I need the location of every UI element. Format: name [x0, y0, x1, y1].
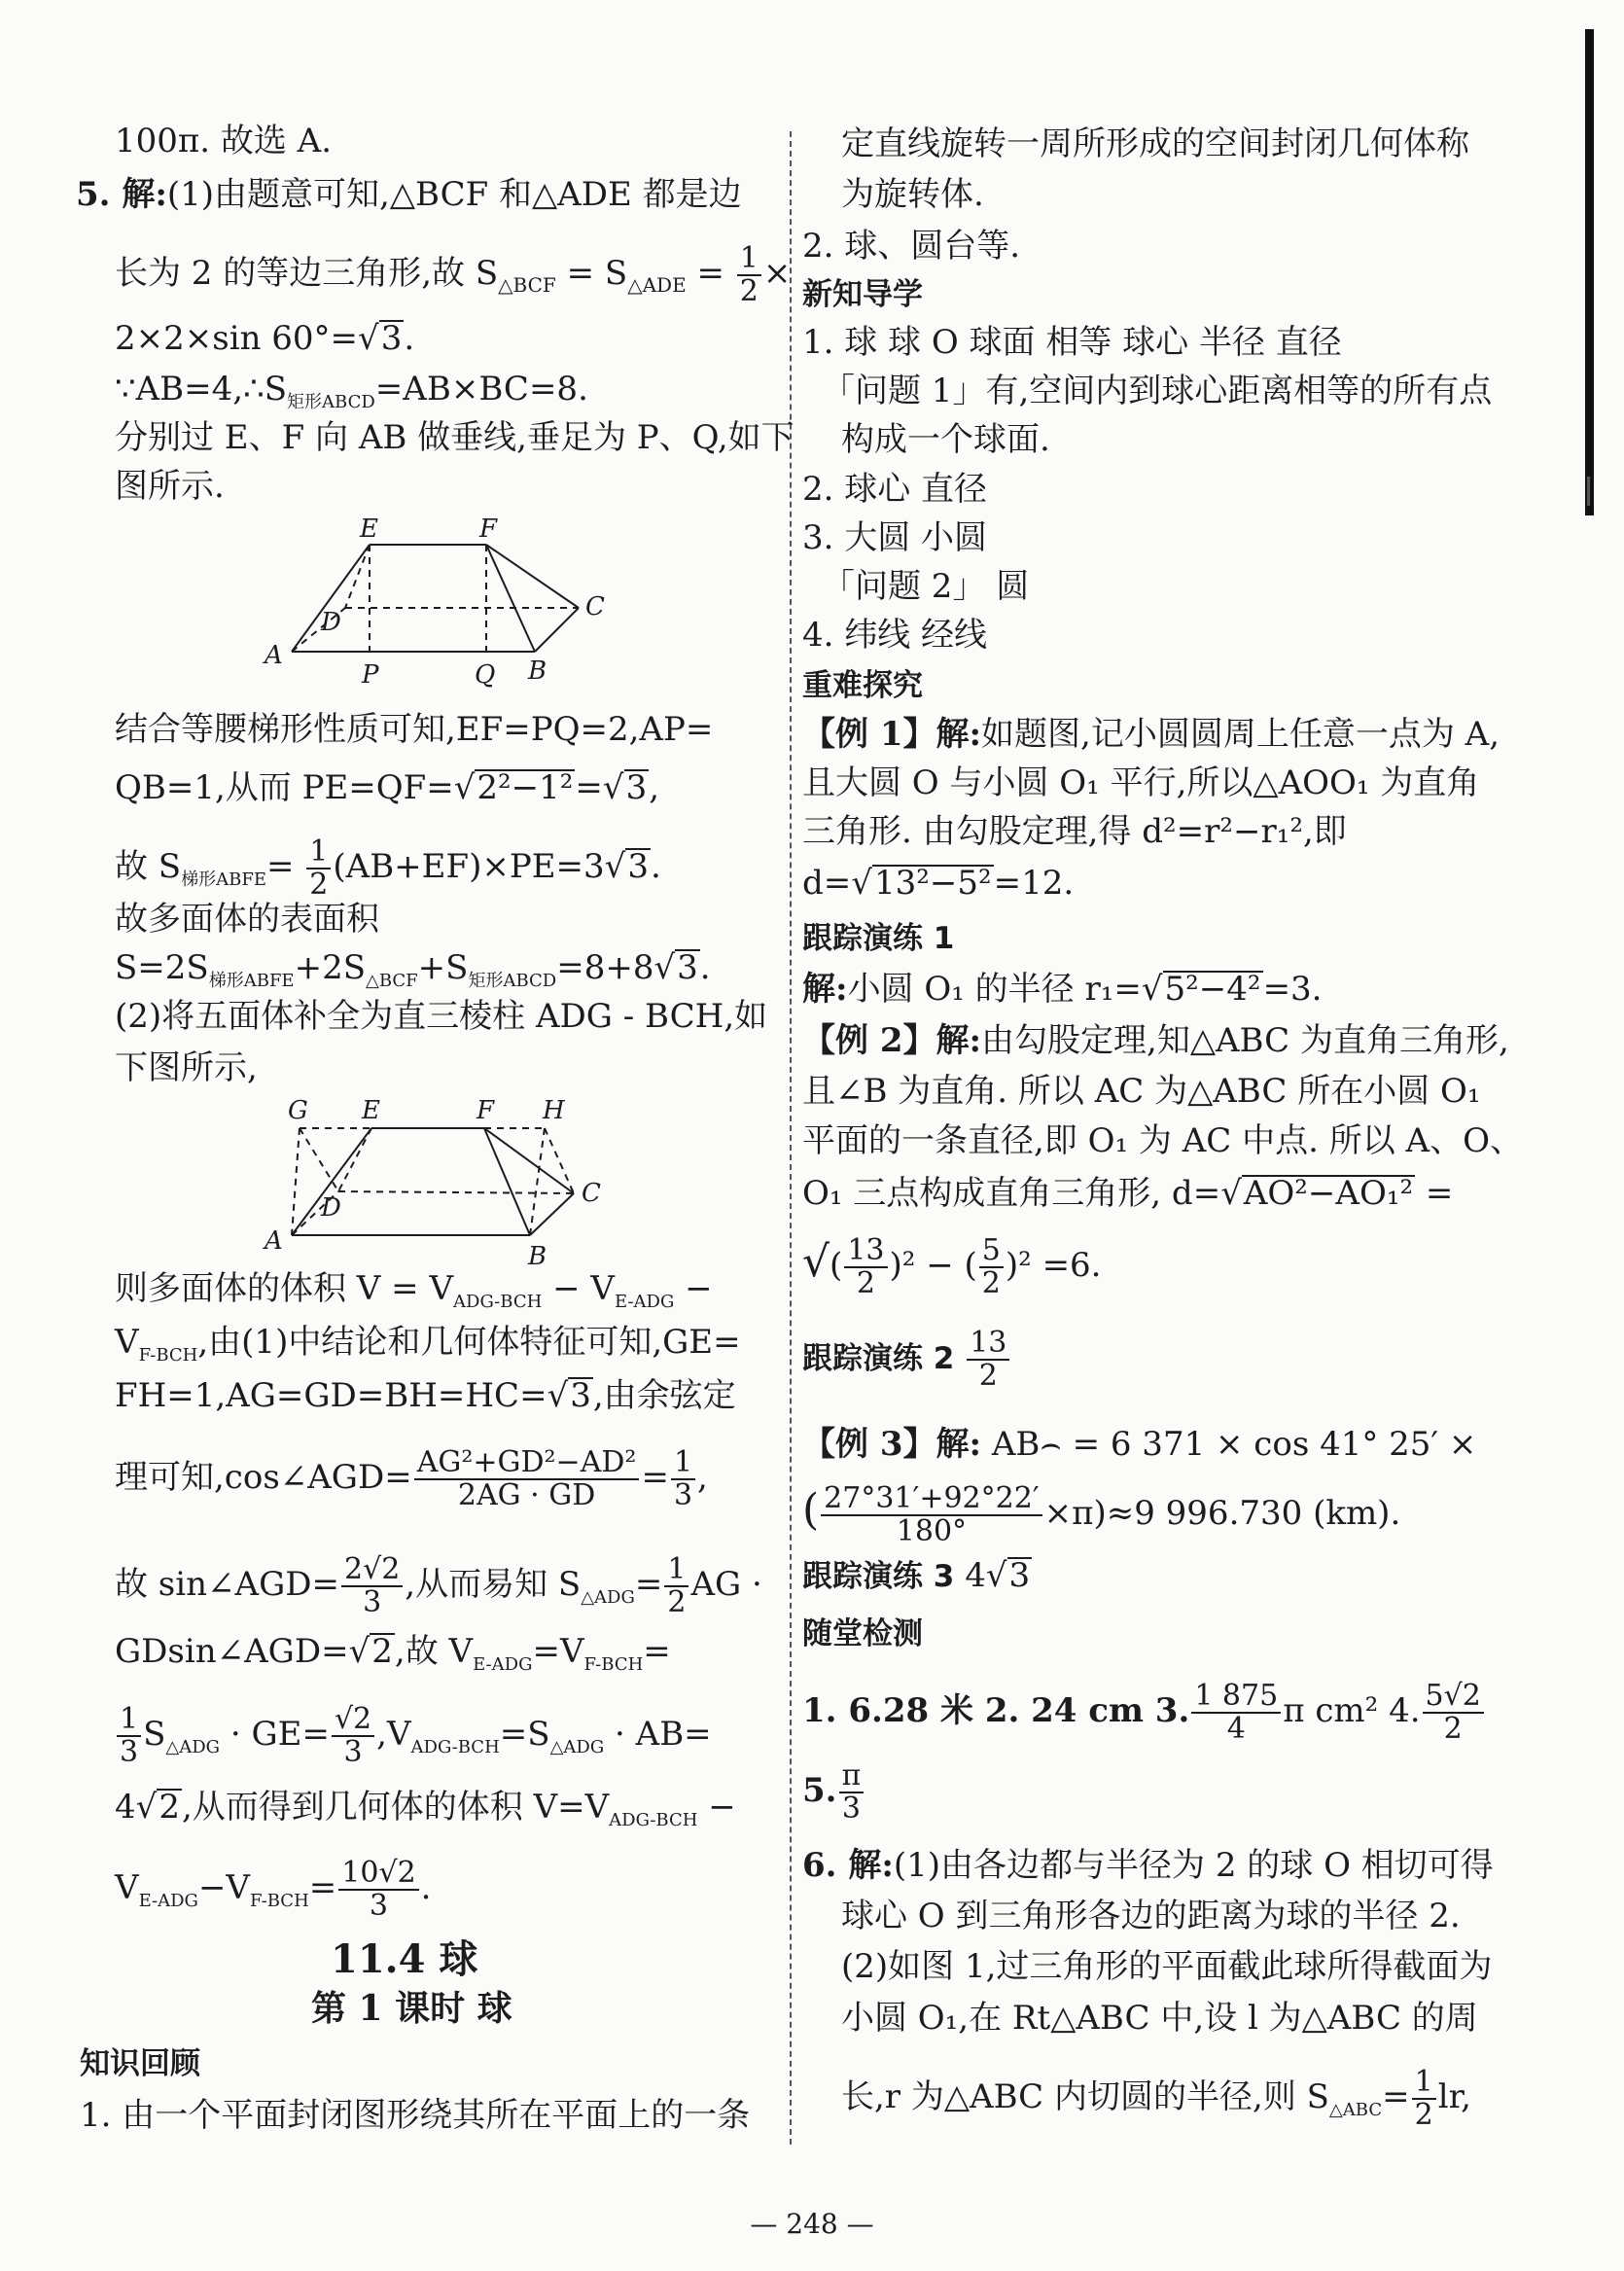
text: =: [641, 1458, 669, 1497]
text-line: 结合等腰梯形性质可知,EF=PQ=2,AP=: [115, 710, 714, 749]
text: S: [143, 1715, 166, 1754]
quiz-answer-5: [802, 1760, 865, 1825]
text: −: [674, 1269, 713, 1308]
text: +2S: [294, 948, 366, 987]
subscript: ADG-BCH: [609, 1809, 698, 1830]
figure-pentahedron: [253, 515, 622, 691]
subscript: E-ADG: [138, 1890, 198, 1911]
fraction: [414, 1447, 640, 1511]
text-line: 「问题 2」 圆: [822, 567, 1030, 606]
problem-number: 5. 解:: [76, 175, 167, 214]
text: − V: [542, 1269, 615, 1308]
text: =S: [499, 1715, 550, 1754]
numerator: 2√2: [341, 1554, 403, 1587]
text-line: 小圆 O₁,在 Rt△ABC 中,设 l 为△ABC 的周: [841, 1999, 1478, 2038]
text: 5.: [802, 1771, 837, 1810]
subscript: △ADG: [581, 1586, 635, 1608]
text: 故 sin∠AGD=: [115, 1565, 339, 1604]
text: .: [420, 1868, 432, 1907]
text-line: [115, 1554, 762, 1618]
text: =3.: [1262, 970, 1323, 1009]
text: =: [643, 1632, 671, 1671]
text: =V: [532, 1632, 584, 1671]
denominator: 3: [369, 1889, 389, 1923]
text-line: 2×2×sin 60°=√3.: [115, 319, 415, 358]
denominator: 2: [309, 868, 329, 902]
text-line: 下图所示,: [115, 1048, 258, 1087]
label-C: C: [585, 592, 605, 621]
text-line: O₁ 三点构成直角三角形, d=√AO²−AO₁² =: [802, 1174, 1454, 1213]
text: QB=1,从而 PE=QF=: [115, 768, 454, 807]
text: lr,: [1437, 2077, 1471, 2116]
fraction: [1412, 2067, 1436, 2131]
label: 6. 解:: [802, 1846, 894, 1885]
text: =: [1382, 2077, 1410, 2116]
text-line: 且∠B 为直角. 所以 AC 为△ABC 所在小圆 O₁: [802, 1072, 1481, 1111]
fraction: [844, 1235, 887, 1299]
text-line: 故多面体的表面积: [115, 900, 379, 939]
fraction: [341, 1554, 403, 1618]
quiz-answer-6: [802, 1846, 1494, 1885]
radicand: AO²−AO₁²: [1243, 1174, 1414, 1213]
text: ² =6.: [1018, 1246, 1102, 1285]
heading-practice-3: 跟踪演练 3: [802, 1559, 955, 1594]
text: =AB×BC=8.: [374, 370, 588, 408]
example-label: 【例 1】解:: [802, 715, 982, 754]
numerator: 13: [844, 1235, 887, 1268]
fraction: [1423, 1681, 1484, 1745]
subscript: F-BCH: [249, 1890, 309, 1911]
label-P: P: [362, 660, 379, 690]
denominator: 2: [978, 1359, 998, 1393]
subscript: ADG-BCH: [410, 1736, 500, 1757]
text: =: [1415, 1174, 1454, 1213]
label-E: E: [360, 515, 378, 544]
text-line: [115, 1858, 431, 1922]
subscript: △ADG: [549, 1736, 605, 1757]
subscript: 梯形ABFE: [208, 970, 295, 991]
fraction: [306, 836, 331, 901]
fraction: [839, 1760, 865, 1825]
denominator: 2AG · GD: [457, 1478, 596, 1512]
text: 故 S: [115, 847, 182, 886]
label-F: F: [477, 1096, 495, 1125]
numerator: 1: [1412, 2067, 1436, 2100]
label-C: C: [582, 1179, 601, 1208]
text: =8+8: [556, 948, 654, 987]
subscript: E-ADG: [614, 1291, 675, 1312]
denominator: 3: [120, 1735, 139, 1769]
text: · AB=: [604, 1715, 712, 1754]
text-line: $S=2S_{梯形ABFE}+2S_{\triangle BCF}+S_{矩形ABCD}=8+8√3$.: [115, 948, 711, 991]
text: √: [802, 1237, 830, 1287]
text-line: (2)将五面体补全为直三棱柱 ADG - BCH,如: [115, 997, 768, 1036]
text: =: [575, 768, 603, 807]
label-G: G: [288, 1096, 308, 1125]
text: O₁ 三点构成直角三角形, d=: [802, 1174, 1221, 1213]
text: ×π)≈9 996.730 (km).: [1043, 1494, 1401, 1533]
text: FH=1,AG=GD=BH=HC=: [115, 1376, 547, 1415]
subscript: F-BCH: [138, 1344, 198, 1366]
text: 如题图,记小圆圆周上任意一点为 A,: [981, 715, 1500, 754]
heading-practice-2: 跟踪演练 2: [802, 1341, 955, 1376]
heading-review: 知识回顾: [80, 2046, 200, 2081]
radicand: 3: [625, 768, 648, 807]
radicand: 5²−4²: [1164, 970, 1261, 1009]
practice-1-answer: 解:小圆 O₁ 的半径 r₁=√5²−4²=3.: [802, 970, 1323, 1009]
fraction: [332, 1704, 374, 1768]
denominator: 2: [1414, 2098, 1433, 2132]
label-H: H: [543, 1096, 565, 1125]
text: +S: [417, 948, 469, 987]
radicand: 13²−5²: [873, 864, 992, 903]
fraction: [671, 1447, 695, 1511]
numerator: 1: [117, 1704, 141, 1737]
label-B: B: [528, 1242, 547, 1269]
text: ,: [649, 768, 660, 807]
denominator: 2: [667, 1585, 687, 1619]
label-B: B: [528, 656, 547, 686]
text: =: [265, 847, 295, 886]
lesson-title: 第 1 课时 球: [311, 1988, 512, 2029]
heading-new-knowledge: 新知导学: [802, 277, 923, 312]
subscript: △BCF: [366, 970, 418, 991]
denominator: 2: [856, 1266, 875, 1300]
text: 小圆 O₁ 的半径 r₁=: [847, 970, 1142, 1009]
text: · GE=: [220, 1715, 330, 1754]
subscript: △ADG: [165, 1736, 221, 1757]
subscript: 梯形ABFE: [181, 869, 266, 890]
edge-ED: [345, 545, 370, 608]
radicand: 3: [380, 319, 403, 358]
practice-3: 跟踪演练 3 4√3: [802, 1556, 1031, 1595]
heading-practice-1: 跟踪演练 1: [802, 921, 955, 956]
text: GDsin∠AGD=: [115, 1632, 349, 1671]
denominator: 2: [981, 1266, 1001, 1300]
denominator: 2: [739, 274, 759, 308]
quiz-answers: [802, 1681, 1486, 1745]
numerator: 1: [737, 243, 761, 276]
text-line: [115, 370, 588, 422]
text: S=2S: [115, 948, 209, 987]
fraction: [979, 1235, 1004, 1299]
numerator: 1 875: [1191, 1681, 1281, 1714]
subscript: △BCF: [498, 272, 556, 297]
text: AG ·: [690, 1565, 762, 1604]
label-E: E: [362, 1096, 380, 1125]
fraction: [737, 243, 761, 307]
text-line: [802, 1483, 1400, 1547]
text-line: 4. 纬线 经线: [802, 616, 988, 655]
subscript: △ABC: [1328, 2099, 1383, 2120]
text: ² −: [901, 1246, 965, 1285]
page-number: — 248 —: [750, 2208, 874, 2240]
text-line: 且大圆 O 与小圆 O₁ 平行,所以△AOO₁ 为直角: [802, 763, 1480, 802]
text: π cm² 4.: [1283, 1691, 1421, 1730]
text: 长为 2 的等边三角形,故 S: [115, 254, 499, 293]
text: (AB+EF)×PE=3: [333, 847, 605, 886]
radicand: 2: [371, 1632, 393, 1671]
text-line: 1. 由一个平面封闭图形绕其所在平面上的一条: [80, 2096, 751, 2135]
text-line: 4√2,从而得到几何体的体积 $V=V_{ADG-BCH}$ −: [115, 1788, 736, 1830]
denominator: 3: [343, 1735, 363, 1769]
text: 4: [965, 1556, 986, 1595]
fraction: [1191, 1681, 1281, 1745]
numerator: 1: [306, 836, 331, 869]
label-A: A: [265, 1226, 283, 1256]
text: .: [650, 847, 661, 886]
text: .: [404, 319, 415, 358]
example-label: 【例 3】解:: [802, 1425, 982, 1464]
label-D: D: [321, 608, 341, 637]
text: d=: [802, 864, 852, 903]
text-line: [115, 243, 791, 307]
heading-key-points: 重难探究: [802, 668, 923, 703]
text-line: (2)如图 1,过三角形的平面截此球所得截面为: [841, 1947, 1493, 1986]
text-line: 2. 球心 直径: [802, 470, 988, 509]
text: ,从而易知 S: [405, 1565, 582, 1604]
text: ,由余弦定: [592, 1376, 736, 1415]
text: 长,r 为△ABC 内切圆的半径,则 S: [841, 2077, 1329, 2116]
text: 1. 6.28 米 2. 24 cm 3.: [802, 1691, 1190, 1730]
numerator: 1: [671, 1447, 695, 1480]
heading-quiz: 随堂检测: [802, 1616, 923, 1651]
denominator: 4: [1226, 1712, 1246, 1746]
radicand: 2: [159, 1788, 180, 1827]
radicand: 3: [1008, 1556, 1031, 1595]
text: AB⌢ = 6 371 × cos 41° 25′ ×: [981, 1425, 1477, 1464]
numerator: 13: [967, 1328, 1009, 1361]
fraction: [967, 1328, 1009, 1392]
text: =: [308, 1868, 337, 1907]
radicand: 2²−1²: [477, 768, 574, 807]
text-line: 分别过 E、F 向 AB 做垂线,垂足为 P、Q,如下: [115, 418, 794, 457]
text-line: [115, 1447, 708, 1511]
text-line: [115, 1269, 713, 1322]
radicand: 3: [570, 1376, 591, 1415]
text: −: [697, 1788, 736, 1827]
fraction: [338, 1858, 418, 1922]
label-Q: Q: [475, 660, 496, 690]
text: ,由(1)中结论和几何体特征可知,GE=: [197, 1323, 741, 1362]
example-3: [802, 1425, 1476, 1464]
denominator: 3: [673, 1478, 693, 1512]
text-line: [841, 2067, 1471, 2131]
text: = S: [555, 254, 628, 293]
text: .: [699, 948, 711, 987]
fraction: [117, 1704, 141, 1768]
denominator: 3: [841, 1792, 861, 1826]
denominator: 180°: [896, 1514, 968, 1548]
text-line: 三角形. 由勾股定理,得 d²=r²−r₁²,即: [802, 812, 1347, 851]
label-D: D: [321, 1193, 341, 1223]
label-A: A: [265, 641, 283, 670]
example-2: [802, 1021, 1509, 1060]
practice-2: [802, 1328, 1011, 1392]
radicand: 3: [627, 847, 649, 886]
example-label: 【例 2】解:: [802, 1021, 982, 1060]
numerator: √2: [332, 1704, 374, 1737]
text: ,从而得到几何体的体积 V=V: [181, 1788, 610, 1827]
text-line: 图所示.: [115, 467, 225, 506]
text: −V: [197, 1868, 250, 1907]
text-line: √( $\frac{13}{2}$ )² − ( $\frac{5}{2}$ )² =6.: [802, 1233, 1102, 1300]
radicand: 3: [677, 948, 698, 987]
numerator: AG²+GD²−AD²: [414, 1447, 640, 1480]
text-line: 构成一个球面.: [841, 420, 1050, 459]
example-1: [802, 715, 1500, 754]
text: 2×2×sin 60°=: [115, 319, 359, 358]
edge-HB: [530, 1128, 545, 1235]
text: (1)由题意可知,△BCF 和△ADE 都是边: [166, 175, 742, 214]
numerator: 1: [664, 1554, 688, 1587]
subscript: F-BCH: [583, 1653, 644, 1675]
fraction: [821, 1483, 1041, 1547]
text-line: 故 $S_{梯形ABFE}=$ $\frac{1}{2}$ (AB+EF)×PE=3√3.: [115, 834, 661, 902]
subscript: E-ADG: [473, 1653, 533, 1675]
numerator: 10√2: [338, 1858, 418, 1891]
page-edge-bar: [1585, 29, 1594, 515]
edge-DC: [338, 1191, 574, 1193]
text: 则多面体的体积 V = V: [115, 1269, 454, 1308]
text: =: [634, 1565, 663, 1604]
denominator: 3: [363, 1585, 382, 1619]
text: 理可知,cos∠AGD=: [115, 1458, 412, 1497]
text: V: [115, 1323, 139, 1362]
edge-GA: [292, 1128, 300, 1235]
problem-5: [76, 175, 742, 214]
text-line: d=√13²−5²=12.: [802, 864, 1075, 903]
text-line: FH=1,AG=GD=BH=HC=√3,由余弦定: [115, 1376, 736, 1415]
edge-ED: [338, 1128, 371, 1191]
text: ,: [697, 1458, 708, 1497]
denominator: 2: [1443, 1712, 1463, 1746]
text: ∵AB=4,∴S: [115, 370, 288, 408]
numerator: 5: [979, 1235, 1004, 1268]
text-line: 100π. 故选 A.: [115, 122, 333, 160]
text-line: [115, 1323, 741, 1375]
edge-BC: [530, 1193, 574, 1235]
text: =: [686, 254, 724, 293]
text-line: 球心 O 到三角形各边的距离为球的半径 2.: [841, 1897, 1461, 1935]
text: V: [115, 1868, 139, 1907]
text-line: 平面的一条直径,即 O₁ 为 AC 中点. 所以 A、O、: [802, 1121, 1523, 1160]
section-title: 11.4 球: [331, 1936, 478, 1982]
text: ×: [762, 254, 792, 293]
page-edge-tick: [1587, 477, 1590, 506]
subscript: ADG-BCH: [453, 1291, 543, 1312]
text-line: [115, 1704, 712, 1768]
text-line: 为旋转体.: [841, 175, 984, 214]
figure-prism: [253, 1089, 622, 1269]
text: 由勾股定理,知△ABC 为直角三角形,: [981, 1021, 1509, 1060]
subscript: 矩形ABCD: [468, 970, 557, 991]
text-line: 1. 球 球 O 球面 相等 球心 半径 直径: [802, 323, 1342, 362]
text: 4: [115, 1788, 136, 1827]
subscript: 矩形ABCD: [287, 391, 375, 412]
numerator: 27°31′+92°22′: [821, 1483, 1041, 1516]
edge-BC: [535, 608, 579, 652]
text-line: 2. 球、圆台等.: [802, 227, 1021, 266]
label: 解:: [802, 970, 848, 1009]
numerator: π: [839, 1760, 865, 1793]
text: =12.: [993, 864, 1075, 903]
numerator: 5√2: [1423, 1681, 1484, 1714]
text: (: [802, 1485, 820, 1535]
text-line: GDsin∠AGD=√2,故 $V_{E-ADG}=V_{F-BCH}=$: [115, 1632, 671, 1675]
text: ,故 V: [394, 1632, 474, 1671]
text-line: 定直线旋转一周所形成的空间封闭几何体称: [841, 124, 1469, 163]
fraction: [664, 1554, 688, 1618]
subscript: △ADE: [627, 272, 687, 297]
text-line: 3. 大圆 小圆: [802, 518, 988, 557]
text: (1)由各边都与半径为 2 的球 O 相切可得: [893, 1846, 1494, 1885]
text-line: 「问题 1」有,空间内到球心距离相等的所有点: [822, 372, 1493, 410]
label-F: F: [479, 515, 498, 544]
text-line: QB=1,从而 PE=QF=√2²−1²=√3,: [115, 768, 660, 807]
text: ,V: [376, 1715, 411, 1754]
